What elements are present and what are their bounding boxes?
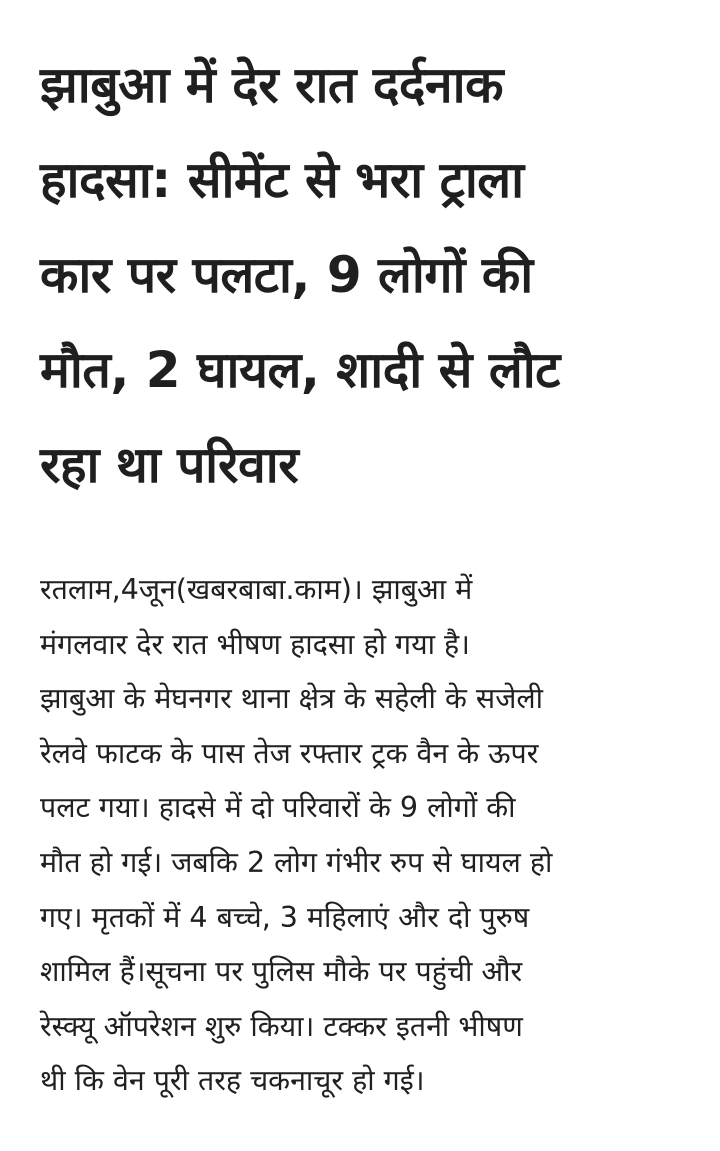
body-line: मंगलवार देर रात भीषण हादसा हो गया है। xyxy=(40,627,470,661)
body-line: गए। मृतकों में 4 बच्चे, 3 महिलाएं और दो पुरुष xyxy=(40,900,530,934)
body-line: शामिल हैं।सूचना पर पुलिस मौके पर पहुंची और xyxy=(40,955,523,989)
body-line: पलट गया। हादसे में दो परिवारों के 9 लोगों की xyxy=(40,791,516,825)
news-article xyxy=(40,38,688,1098)
body-line: थी कि वेन पूरी तरह चकनाचूर हो गई। xyxy=(40,1064,425,1098)
article-body xyxy=(40,563,688,1109)
headline-line: हादसा: सीमेंट से भरा ट्राला xyxy=(40,151,524,209)
body-line: रतलाम,4जून(खबरबाबा.काम)। झाबुआ में xyxy=(40,573,473,606)
headline-line: कार पर पलटा, 9 लोगों की xyxy=(40,246,533,304)
headline-line: रहा था परिवार xyxy=(40,436,299,494)
body-line: झाबुआ के मेघनगर थाना क्षेत्र के सहेली के सजेली xyxy=(40,682,544,716)
body-line: मौत हो गई। जबकि 2 लोग गंभीर रुप से घायल हो xyxy=(40,845,553,879)
body-line: रेलवे फाटक के पास तेज रफ्तार ट्रक वैन के ऊपर xyxy=(40,736,539,770)
article-headline xyxy=(40,38,688,513)
headline-line: झाबुआ में देर रात दर्दनाक xyxy=(40,56,504,114)
body-line: रेस्क्यू ऑपरेशन शुरु किया। टक्कर इतनी भीषण xyxy=(40,1009,523,1043)
headline-line: मौत, 2 घायल, शादी से लौट xyxy=(40,341,560,399)
